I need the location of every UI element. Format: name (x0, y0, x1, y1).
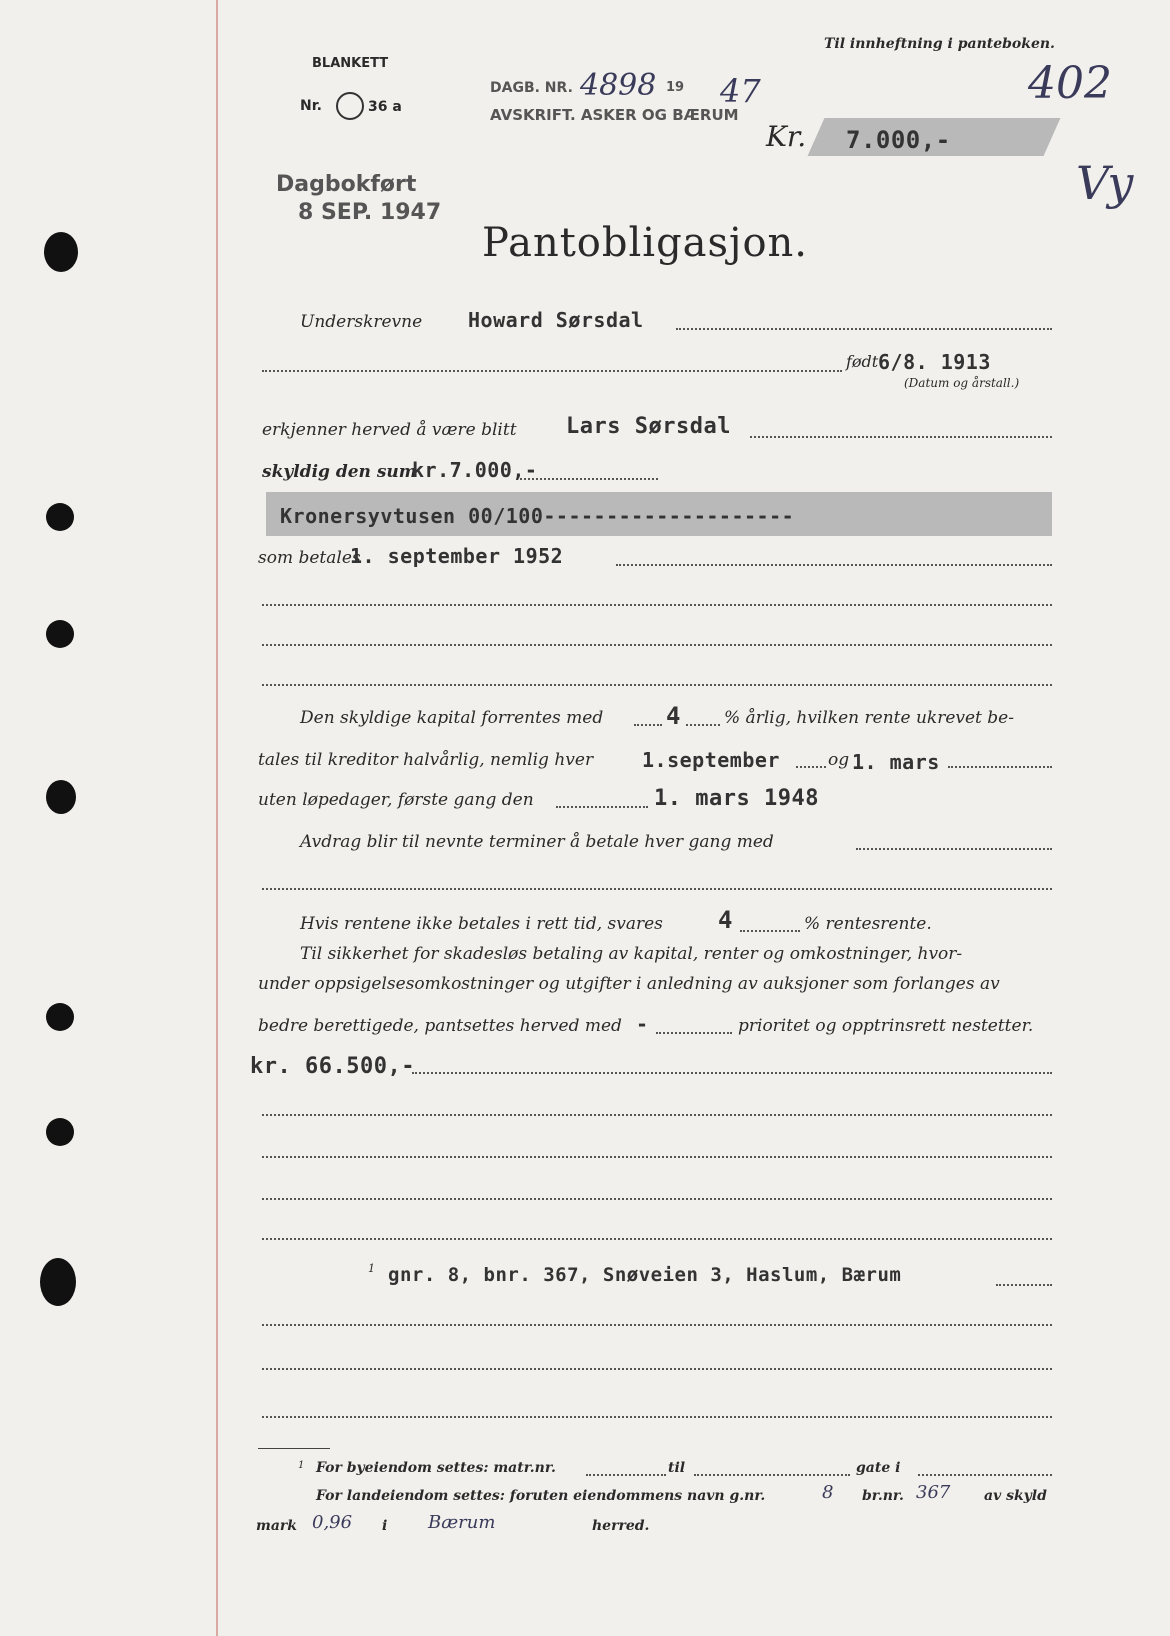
sikkerhet-dots (656, 1032, 732, 1034)
binder-hole (44, 232, 78, 272)
halvaarlig-dots-b (948, 766, 1052, 768)
sikkerhet-line2: under oppsigelsesomkostninger og utgifter i anledning av auksjoner som forlanges av (258, 974, 1000, 994)
eiendom-value: gnr. 8, bnr. 367, Snøveien 3, Haslum, Bærum (388, 1264, 902, 1286)
footnote-line2-bnr: 367 (916, 1482, 951, 1503)
underskrevne-label: Underskrevne (300, 312, 423, 332)
prior-amount: kr. 66.500,- (250, 1054, 415, 1079)
kapital-pre: Den skyldige kapital forrentes med (300, 708, 604, 728)
binder-hole (46, 503, 74, 531)
blank-line (262, 1238, 1052, 1240)
dagb-number: 4898 (580, 68, 657, 103)
avskrift-stamp: AVSKRIFT. ASKER OG BÆRUM (490, 106, 739, 124)
lopedager-pre: uten løpedager, første gang den (258, 790, 534, 810)
nr-label: Nr. (300, 98, 322, 114)
kroner-words: Kronersyvtusen 00/100-------------------- (280, 504, 795, 528)
blank-line (262, 1114, 1052, 1116)
renter-dots (740, 930, 800, 932)
underskrevne-value: Howard Sørsdal (468, 308, 644, 332)
blankett-label: BLANKETT (312, 56, 389, 71)
fodt-value: 6/8. 1913 (878, 350, 991, 374)
renter-pre: Hvis rentene ikke betales i rett tid, svares (300, 914, 663, 934)
dagb-prefix: DAGB. NR. (490, 80, 573, 96)
lopedager-date: 1. mars 1948 (654, 786, 819, 811)
dagb-year-prefix: 19 (666, 80, 685, 95)
page-number: 402 (1028, 58, 1112, 109)
erkjenner-dots (750, 436, 1052, 438)
prior-dots (412, 1072, 1052, 1074)
blank-line (262, 1368, 1052, 1370)
blank-line (262, 684, 1052, 686)
binder-hole (46, 620, 74, 648)
skyldig-value: kr.7.000,- (412, 458, 538, 482)
halvaarlig-og: og (828, 750, 850, 770)
eiendom-dots (996, 1284, 1052, 1286)
binder-hole (46, 780, 76, 814)
document-title: Pantobligasjon. (482, 220, 809, 266)
corner-mark: Vy (1076, 156, 1134, 210)
dagb-year: 47 (720, 72, 761, 110)
halvaarlig-pre: tales til kreditor halvårlig, nemlig hver (258, 750, 594, 770)
footnote-dots (918, 1474, 1052, 1476)
kapital-rate: 4 (666, 702, 681, 730)
halvaarlig-dots-a (796, 766, 826, 768)
kr-label: Kr. (766, 120, 807, 153)
betales-label: som betales (258, 548, 361, 568)
footnote-line1-b: til (668, 1460, 686, 1476)
betales-value: 1. september 1952 (350, 544, 564, 568)
eiendom-sup: 1 (368, 1262, 375, 1275)
avdrag-text: Avdrag blir til nevnte terminer å betale hver gang med (300, 832, 774, 852)
fodt-dots (262, 370, 842, 372)
top-right-note: Til innheftning i panteboken. (824, 36, 1055, 52)
blank-line (262, 888, 1052, 890)
binder-hole (40, 1258, 76, 1306)
dagbokfort-stamp-line2: 8 SEP. 1947 (298, 200, 442, 225)
fodt-label: født (846, 352, 879, 371)
kapital-dots-b (686, 724, 720, 726)
erkjenner-value: Lars Sørsdal (566, 414, 731, 439)
blank-line (262, 1324, 1052, 1326)
blank-line (262, 1198, 1052, 1200)
footnote-line3-herred: Bærum (428, 1512, 496, 1533)
sikkerhet-line3-pre: bedre berettigede, pantsettes herved med (258, 1016, 622, 1036)
fodt-hint: (Datum og årstall.) (904, 376, 1020, 390)
binder-hole (46, 1118, 74, 1146)
erkjenner-label: erkjenner herved å være blitt (262, 420, 517, 440)
blank-line (262, 1156, 1052, 1158)
binder-hole (46, 1003, 74, 1031)
skyldig-label: skyldig den sum (262, 462, 417, 482)
blank-line (262, 604, 1052, 606)
footnote-line2-c: av skyld (984, 1488, 1047, 1504)
footnote-line1-c: gate i (856, 1460, 901, 1476)
footnote-line3-c: herred. (592, 1518, 650, 1534)
halvaarlig-date1: 1.september (642, 748, 780, 772)
kapital-dots-a (634, 724, 662, 726)
sikkerhet-line3-post: prioritet og opptrinsrett nestetter. (738, 1016, 1034, 1036)
sikkerhet-line1: Til sikkerhet for skadesløs betaling av kapital, renter og omkostninger, hvor- (300, 944, 963, 964)
footnote-line3-a: mark (256, 1518, 297, 1534)
blank-line (262, 644, 1052, 646)
skyldig-dots (520, 478, 658, 480)
footnote-line3-b: i (382, 1518, 388, 1534)
kapital-post: % årlig, hvilken rente ukrevet be- (724, 708, 1014, 728)
footnote-dots (694, 1474, 850, 1476)
footnote-line2-a: For landeiendom settes: foruten eiendommens navn g.nr. (316, 1488, 766, 1504)
footnote-dots (586, 1474, 666, 1476)
lopedager-dots-a (556, 806, 648, 808)
sikkerhet-line3-value: - (636, 1012, 649, 1036)
blank-line (262, 1416, 1052, 1418)
betales-dots (616, 564, 1052, 566)
crown-emblem-icon (336, 92, 364, 120)
avdrag-dots (856, 848, 1052, 850)
footnote-sup: 1 (298, 1460, 305, 1471)
footnote-line1-a: For byeiendom settes: matr.nr. (316, 1460, 556, 1476)
halvaarlig-date2: 1. mars (852, 750, 940, 774)
margin-rule (216, 0, 218, 1636)
renter-post: % rentesrente. (804, 914, 932, 934)
footnote-line2-b: br.nr. (862, 1488, 904, 1504)
nr-value: 36 a (368, 99, 402, 115)
footnote-rule (258, 1448, 330, 1449)
renter-rate: 4 (718, 906, 733, 934)
footnote-line2-gnr: 8 (822, 1482, 834, 1503)
kr-amount: 7.000,- (846, 126, 951, 154)
underskrevne-dots (676, 328, 1052, 330)
dagbokfort-stamp-line1: Dagbokført (276, 172, 417, 197)
footnote-line3-mark: 0,96 (312, 1512, 353, 1533)
